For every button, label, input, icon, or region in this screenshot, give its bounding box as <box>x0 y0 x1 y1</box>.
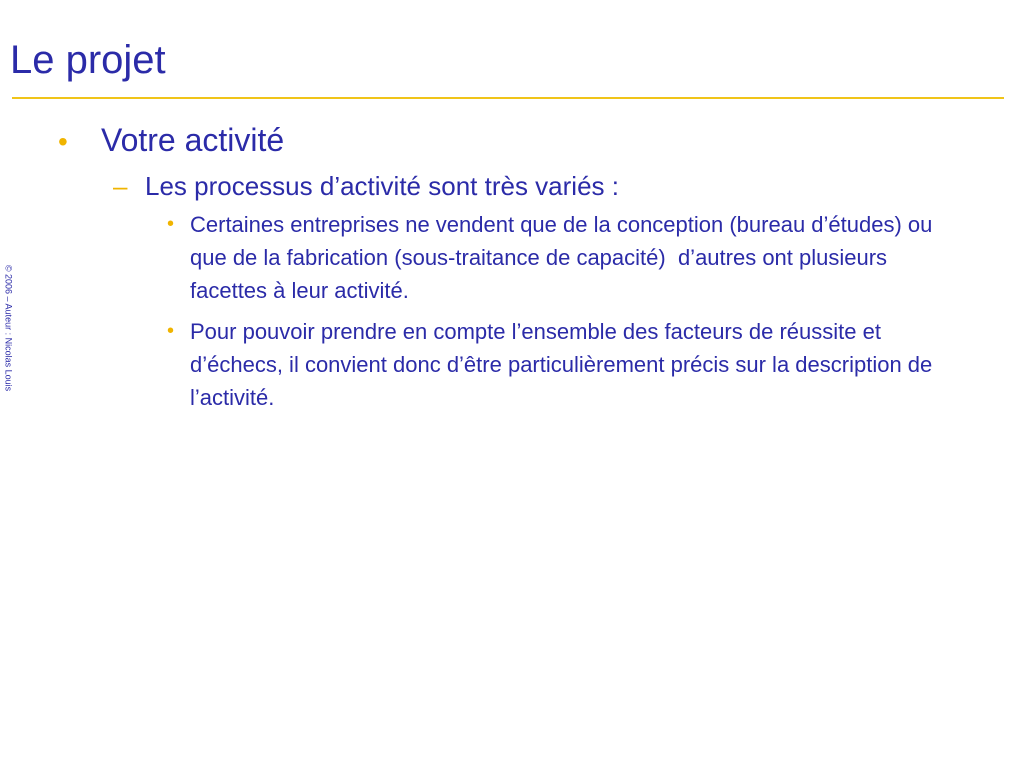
bullet-marker: • <box>58 126 68 157</box>
bullet-level2 <box>113 168 988 204</box>
bullet-marker: • <box>167 213 175 235</box>
dash-marker: – <box>113 171 128 201</box>
bullet-level1-text: Votre activité <box>101 122 285 158</box>
bullet-level1 <box>58 118 988 162</box>
bullet-marker: • <box>167 320 175 342</box>
bullet-level3-text: Pour pouvoir prendre en compte l’ensemble des facteurs de réussite et d’échecs, il convient donc d’être particulièrement précis sur la description de l’activité. <box>190 319 939 410</box>
copyright-text: © 2006 – Auteur : Nicolas Louis <box>3 264 14 392</box>
copyright-side-note <box>1 258 15 398</box>
bullet-level3-text: Certaines entreprises ne vendent que de la conception (bureau d’études) ou que de la fabrication (sous-traitance de capacité) d’autres ont plusieurs facettes à leur activité. <box>190 212 939 303</box>
bullet-level3-list <box>167 208 957 414</box>
title-divider <box>12 97 1004 99</box>
bullet-level3-item <box>167 208 957 307</box>
bullet-list <box>58 118 988 422</box>
bullet-level2-text: Les processus d’activité sont très variés : <box>145 171 619 201</box>
slide-title: Le projet <box>10 38 166 82</box>
bullet-level3-item <box>167 315 957 414</box>
